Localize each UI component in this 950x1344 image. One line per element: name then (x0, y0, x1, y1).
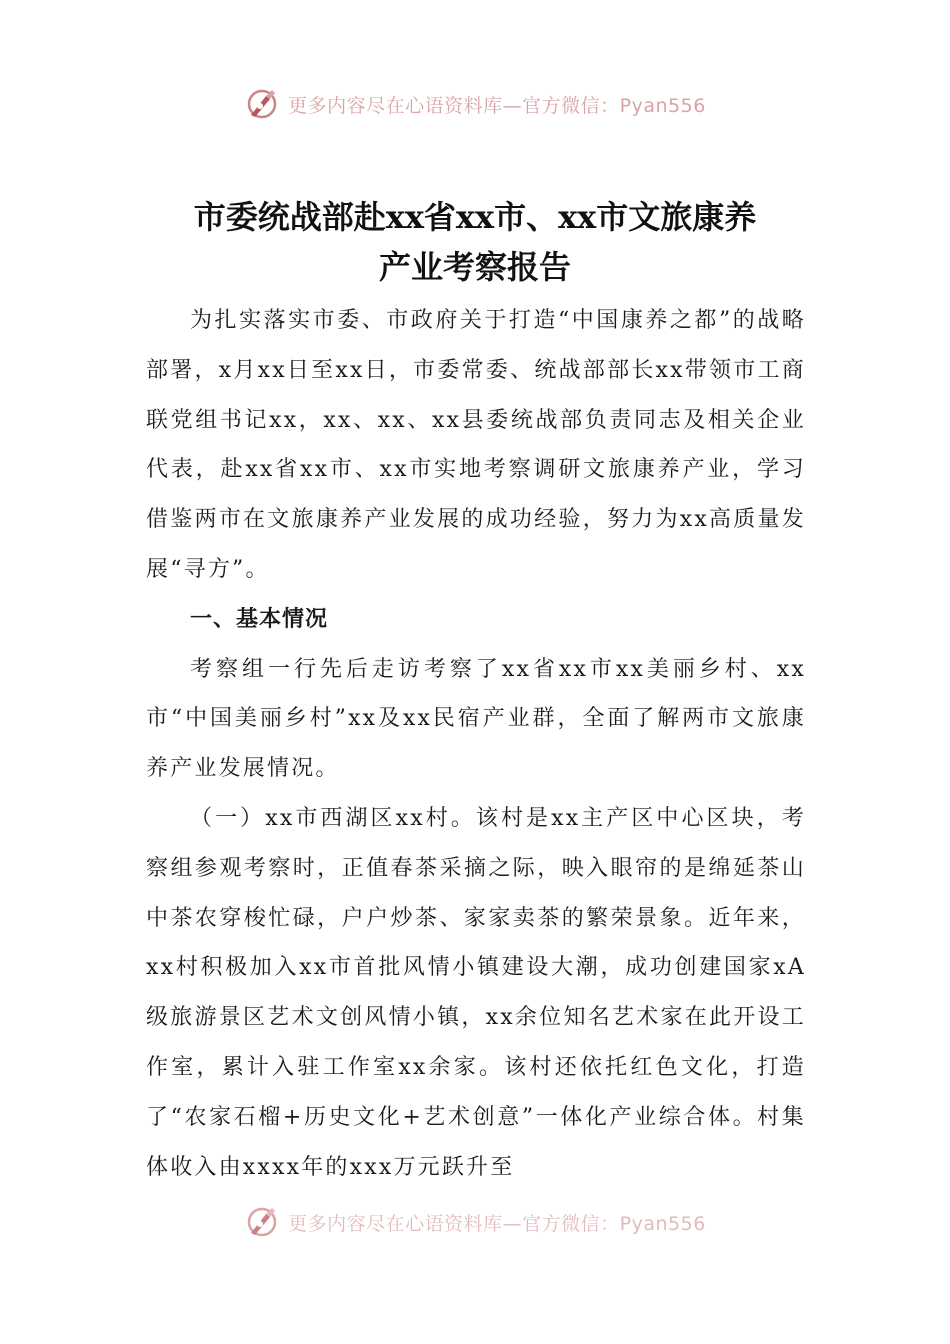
watermark-header (0, 84, 950, 124)
document-title-line1: 市委统战部赴xx省xx市、xx市文旅康养 (193, 198, 757, 236)
paragraph-overview: 考察组一行先后走访考察了xx省xx市xx美丽乡村、xx市“中国美丽乡村”xx及xx民宿产业群，全面了解两市文旅康养产业发展情况。 (146, 656, 806, 782)
pen-logo-icon (244, 1204, 280, 1240)
watermark-footer (0, 1202, 950, 1242)
section-heading-basic-situation: 一、基本情况 (190, 606, 329, 632)
paragraph-subsection-1: （一）xx市西湖区xx村。该村是xx主产区中心区块，考察组参观考察时，正值春茶采摘之际，映入眼帘的是绵延茶山中茶农穿梭忙碌，户户炒茶、家家卖茶的繁荣景象。近年来，xx村积极加入xx市首批风情小镇建设大潮，成功创建国家xA级旅游景区艺术文创风情小镇，xx余位知名艺术家在此开设工作室，累计入驻工作室xx余家。该村还依托红色文化，打造了“农家石榴+历史文化+艺术创意”一体化产业综合体。村集体收入由xxxx年的xxx万元跃升至 (146, 805, 806, 1180)
document-title-line2: 产业考察报告 (378, 248, 571, 286)
document-body (146, 296, 806, 1192)
watermark-text: 更多内容尽在心语资料库—官方微信：Pyan556 (288, 1212, 706, 1235)
pen-logo-icon (244, 86, 280, 122)
watermark-text: 更多内容尽在心语资料库—官方微信：Pyan556 (288, 94, 706, 117)
paragraph-intro: 为扎实落实市委、市政府关于打造“中国康养之都”的战略部署，x月xx日至xx日，市委常委、统战部部长xx带领市工商联党组书记xx，xx、xx、xx县委统战部负责同志及相关企业代表，赴xx省xx市、xx市实地考察调研文旅康养产业，学习借鉴两市在文旅康养产业发展的成功经验，努力为xx高质量发展“寻方”。 (146, 308, 806, 582)
